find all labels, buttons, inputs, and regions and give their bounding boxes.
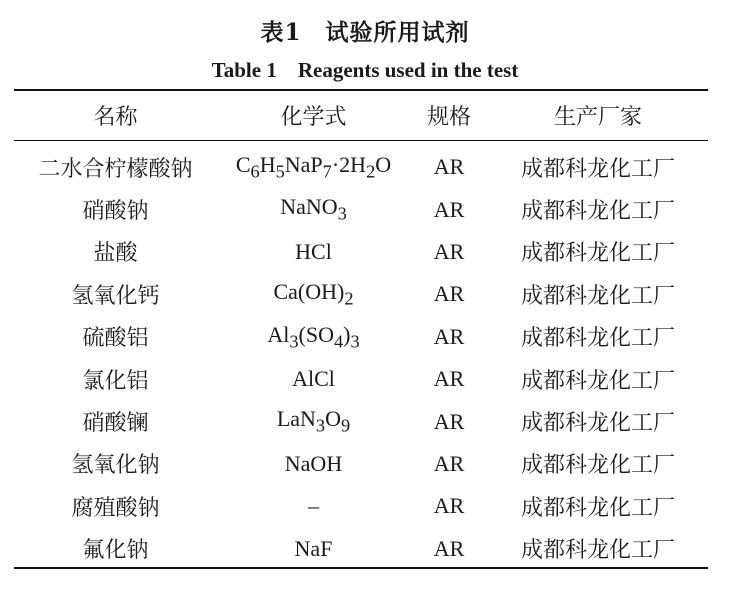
cell-name: 硫酸铝	[82, 326, 149, 352]
cell-grade: AR	[433, 408, 465, 434]
table-title-chinese: 表1 试验所用试剂	[260, 19, 470, 46]
cell-name: 盐酸	[93, 241, 138, 267]
cell-formula: $LaN_3O_9$	[276, 406, 351, 436]
cell-formula: $Ca(OH)_2$	[273, 279, 354, 309]
cell-formula: NaOH	[284, 450, 343, 476]
cell-grade: AR	[433, 196, 465, 222]
cell-formula: $Al_3(SO_4)_3$	[267, 321, 360, 351]
cell-manufacturer: 成都科龙化工厂	[520, 368, 675, 394]
table-title-english: Table 1 Reagents used in the test	[211, 58, 519, 82]
cell-name: 腐殖酸钠	[71, 495, 160, 521]
cell-name: 氟化钠	[82, 538, 149, 564]
cell-name: 硝酸镧	[82, 411, 149, 437]
cell-manufacturer: 成都科龙化工厂	[520, 453, 675, 479]
cell-formula: HCl	[295, 238, 332, 264]
cell-grade: AR	[433, 450, 465, 476]
cell-manufacturer: 成都科龙化工厂	[520, 283, 675, 309]
table-body	[14, 140, 708, 570]
reagents-table	[14, 91, 708, 570]
cell-formula: AlCl	[292, 366, 335, 392]
cell-formula: NaNO$_3$	[280, 194, 347, 224]
table-header-row	[14, 91, 708, 140]
cell-formula: –	[308, 493, 319, 519]
table-row	[14, 316, 708, 358]
cell-formula: NaF	[294, 535, 333, 561]
cell-manufacturer: 成都科龙化工厂	[520, 538, 675, 564]
cell-manufacturer: 成都科龙化工厂	[520, 411, 675, 437]
table-row	[14, 188, 708, 230]
table-row	[14, 231, 708, 273]
cell-manufacturer: 成都科龙化工厂	[520, 495, 675, 521]
cell-grade: AR	[433, 154, 465, 180]
cell-name: 氯化铝	[82, 368, 149, 394]
header-formula: 化学式	[280, 105, 347, 130]
cell-formula: $C_6H_5NaP_7\cdot 2H_2O$	[235, 152, 392, 182]
cell-grade: AR	[433, 238, 465, 264]
cell-grade: AR	[433, 323, 465, 349]
cell-grade: AR	[433, 493, 465, 519]
cell-name: 氢氧化钙	[71, 283, 160, 309]
cell-manufacturer: 成都科龙化工厂	[520, 156, 675, 182]
table-row	[14, 443, 708, 485]
cell-name: 氢氧化钠	[71, 453, 160, 479]
table-row	[14, 485, 708, 527]
cell-name: 二水合柠檬酸钠	[38, 156, 193, 182]
cell-name: 硝酸钠	[82, 199, 149, 225]
cell-grade: AR	[433, 535, 465, 561]
cell-manufacturer: 成都科龙化工厂	[520, 199, 675, 225]
table-row	[14, 273, 708, 315]
table-row	[14, 528, 708, 570]
header-name: 名称	[93, 105, 138, 130]
header-grade: 规格	[426, 105, 471, 130]
table-row	[14, 400, 708, 442]
cell-manufacturer: 成都科龙化工厂	[520, 241, 675, 267]
cell-grade: AR	[433, 281, 465, 307]
cell-grade: AR	[433, 366, 465, 392]
table-row	[14, 358, 708, 400]
table-row	[14, 146, 708, 188]
cell-manufacturer: 成都科龙化工厂	[520, 326, 675, 352]
header-manufacturer: 生产厂家	[553, 105, 642, 130]
